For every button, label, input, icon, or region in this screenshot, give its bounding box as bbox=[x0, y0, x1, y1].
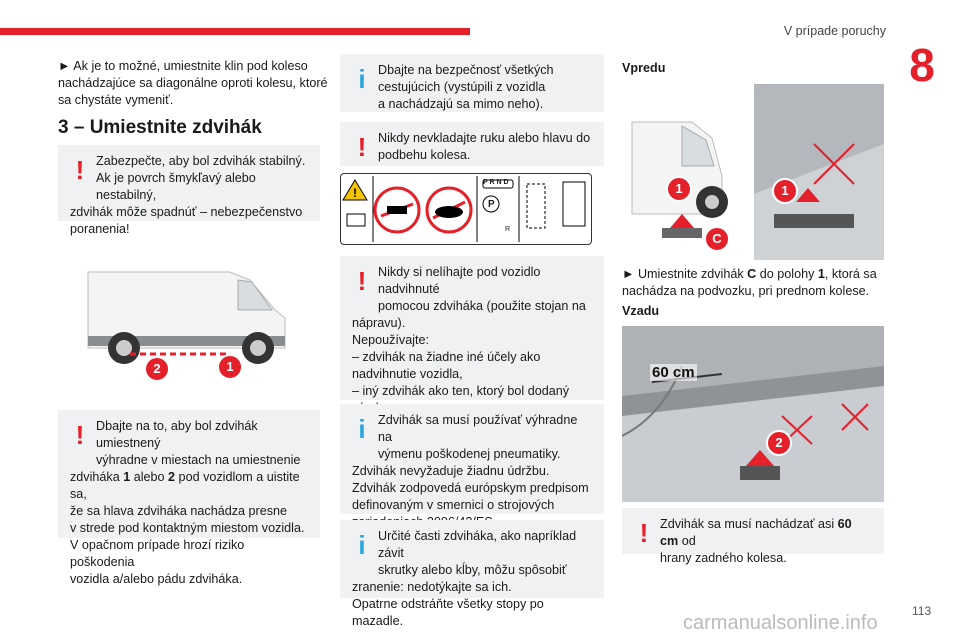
intro-paragraph: ► Ak je to možné, umiestnite klin pod koleso nachádzajúce sa diagonálne oproti kolesu, ktoré sa chystáte vymeniť. bbox=[58, 59, 328, 107]
info-icon: i bbox=[358, 64, 366, 94]
position-1-badge: 1 bbox=[217, 354, 243, 380]
park-label: P bbox=[488, 199, 495, 210]
info-box-jack-use: i Zdvihák sa musí používať výhradne na výmenu poškodenej pneumatiky. Zdvihák nevyžaduje žiadnu údržbu. Zdvihák zodpovedá európskym predpisom definovaným v smernici o strojových bbox=[340, 404, 604, 514]
warning-icon: ! bbox=[357, 266, 367, 296]
reverse-label: R bbox=[505, 226, 511, 233]
front-position-1-badge: 1 bbox=[666, 176, 692, 202]
front-jack-photo bbox=[754, 84, 884, 260]
warning-icon: ! bbox=[639, 518, 649, 548]
chapter-number: 8 bbox=[909, 39, 935, 91]
van-side-illustration bbox=[80, 258, 290, 380]
warning-box-rear-distance: ! Zdvihák sa musí nachádzať asi 60 cm od hrany zadného kolesa. bbox=[622, 508, 884, 554]
warning-icon: ! bbox=[75, 420, 85, 450]
warning-box-placement: ! Dbajte na to, aby bol zdvihák umiestnený výhradne v miestach na umiestnenie zdviháka 1 alebo 2 pod vozidlom a uistite sa, že sa hlava zdviháka nachádza presne v strede pod kontaktným miestom vozidla. V opačnom prípade hrozí riziko poškodenia vozidla a/alebo pádu zdviháka. bbox=[58, 410, 320, 538]
position-2-badge: 2 bbox=[144, 356, 170, 382]
photo-position-1-badge: 1 bbox=[772, 178, 798, 204]
info-box-passengers: i Dbajte na bezpečnosť všetkých cestujúcich (vystúpili z vozidla a nachádzajú sa mimo neho). bbox=[340, 54, 604, 112]
front-heading: Vpredu bbox=[622, 61, 666, 75]
jack-c-badge: C bbox=[704, 226, 730, 252]
gear-label: P R N D bbox=[483, 179, 509, 186]
svg-text:!: ! bbox=[353, 186, 357, 200]
warning-box-stability: ! Zabezpečte, aby bol zdvihák stabilný. Ak je povrch šmykľavý alebo nestabilný, zdvihák môže spadnúť – nebezpečenstvo poranenia! bbox=[58, 145, 320, 221]
jack-warning-label bbox=[340, 173, 592, 245]
warning-icon: ! bbox=[357, 132, 367, 162]
info-icon: i bbox=[358, 530, 366, 560]
header-accent-bar bbox=[0, 28, 470, 35]
front-instruction: ► Umiestnite zdvihák C do polohy 1, ktorá sa nachádza na podvozku, pri prednom kolese. bbox=[622, 267, 877, 298]
rear-jack-photo bbox=[622, 326, 884, 502]
rear-position-2-badge: 2 bbox=[766, 430, 792, 456]
page-number: 113 bbox=[912, 604, 932, 618]
warning-box-under-vehicle: ! Nikdy si nelíhajte pod vozidlo nadvihnuté pomocou zdviháka (použite stojan na nápravu). Nepoužívajte: – zdvihák na žiadne iné účely ako nadvihnutie vozidla, – iný zdvihák ako ten, ktorý bol dodaný bbox=[340, 256, 604, 400]
warning-box-wheel-arch: ! Nikdy nevkladajte ruku alebo hlavu do podbehu kolesa. bbox=[340, 122, 604, 166]
rear-heading: Vzadu bbox=[622, 304, 660, 318]
warning-icon: ! bbox=[75, 155, 85, 185]
watermark: carmanualsonline.info bbox=[683, 612, 878, 634]
info-box-jack-parts: i Určité časti zdviháka, ako napríklad závit skrutky alebo kĺby, môžu spôsobiť zranenie: nedotýkajte sa ich. Opatrne odstráňte všetky stopy po mazadle. bbox=[340, 520, 604, 598]
section-title: V prípade poruchy bbox=[783, 24, 886, 38]
info-icon: i bbox=[358, 414, 366, 444]
step-heading: 3 – Umiestnite zdvihák bbox=[58, 117, 262, 138]
rear-distance-label: 60 cm bbox=[652, 364, 695, 381]
